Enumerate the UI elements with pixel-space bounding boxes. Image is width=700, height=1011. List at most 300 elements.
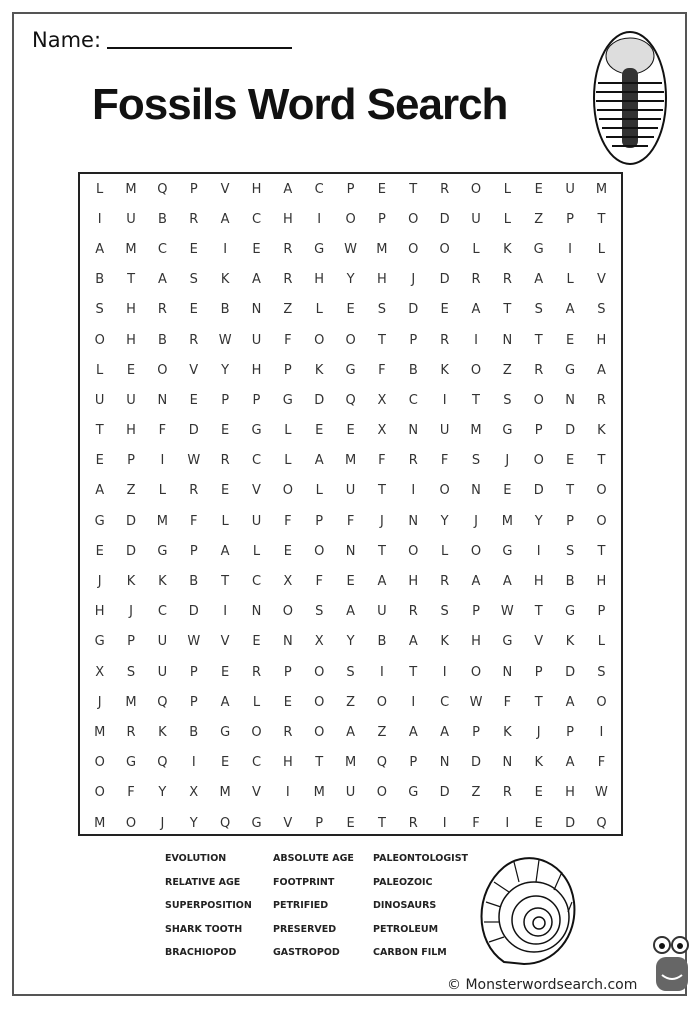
grid-letter[interactable]: O — [408, 241, 419, 257]
grid-letter[interactable]: O — [94, 755, 105, 771]
grid-letter[interactable]: T — [534, 694, 543, 710]
grid-letter[interactable]: I — [317, 211, 322, 227]
grid-letter[interactable]: O — [470, 664, 482, 680]
grid-letter[interactable]: L — [252, 694, 261, 710]
grid-letter[interactable]: F — [190, 513, 198, 529]
grid-letter[interactable]: E — [346, 423, 355, 439]
grid-letter[interactable]: S — [565, 543, 575, 559]
grid-letter[interactable]: A — [220, 211, 230, 227]
grid-letter[interactable]: G — [94, 634, 105, 650]
grid-letter[interactable]: Z — [126, 483, 136, 499]
grid-letter[interactable]: H — [126, 423, 136, 439]
grid-letter[interactable]: P — [566, 211, 574, 227]
grid-letter[interactable]: F — [284, 332, 292, 348]
grid-letter[interactable]: P — [189, 694, 198, 710]
grid-letter[interactable]: Z — [471, 785, 481, 801]
grid-letter[interactable]: A — [565, 302, 575, 318]
grid-letter[interactable]: R — [502, 272, 512, 288]
grid-letter[interactable]: G — [314, 241, 325, 257]
grid-letter[interactable]: R — [534, 362, 544, 378]
grid-letter[interactable]: T — [409, 181, 418, 197]
grid-letter[interactable]: H — [596, 574, 607, 590]
grid-letter[interactable]: K — [158, 724, 167, 740]
grid-letter[interactable]: P — [189, 181, 198, 197]
grid-letter[interactable]: T — [534, 604, 543, 620]
grid-letter[interactable]: F — [346, 513, 355, 529]
grid-letter[interactable]: E — [283, 543, 292, 559]
grid-letter[interactable]: E — [503, 483, 512, 499]
grid-letter[interactable]: U — [126, 211, 136, 227]
grid-letter[interactable]: Q — [220, 815, 231, 831]
grid-letter[interactable]: F — [597, 755, 606, 771]
grid-letter[interactable]: C — [251, 211, 262, 227]
grid-letter[interactable]: G — [282, 392, 293, 408]
grid-letter[interactable]: N — [408, 423, 419, 439]
grid-letter[interactable]: K — [597, 423, 606, 439]
grid-letter[interactable]: Q — [376, 755, 388, 771]
grid-letter[interactable]: O — [533, 392, 544, 408]
grid-letter[interactable]: O — [282, 483, 293, 499]
grid-letter[interactable]: V — [252, 483, 261, 499]
grid-letter[interactable]: T — [377, 543, 386, 559]
grid-letter[interactable]: K — [314, 362, 324, 378]
grid-letter[interactable]: N — [251, 604, 262, 620]
grid-letter[interactable]: G — [533, 241, 544, 257]
grid-letter[interactable]: E — [377, 181, 387, 197]
grid-letter[interactable]: M — [376, 241, 388, 257]
grid-letter[interactable]: R — [471, 272, 481, 288]
grid-letter[interactable]: L — [597, 634, 606, 650]
grid-letter[interactable]: M — [344, 453, 357, 469]
grid-letter[interactable]: V — [596, 272, 606, 288]
name-field[interactable] — [32, 28, 292, 52]
grid-letter[interactable]: A — [220, 694, 230, 710]
grid-letter[interactable]: R — [251, 664, 261, 680]
grid-letter[interactable]: A — [471, 302, 481, 318]
grid-letter[interactable]: N — [565, 392, 575, 408]
grid-letter[interactable]: E — [189, 392, 198, 408]
grid-letter[interactable]: O — [470, 362, 482, 378]
grid-letter[interactable]: T — [503, 302, 512, 318]
grid-letter[interactable]: K — [503, 724, 512, 740]
grid-letter[interactable]: L — [597, 241, 606, 257]
grid-letter[interactable]: X — [283, 574, 293, 590]
grid-letter[interactable]: A — [565, 694, 575, 710]
grid-letter[interactable]: O — [314, 543, 325, 559]
grid-letter[interactable]: N — [471, 483, 481, 499]
grid-letter[interactable]: B — [408, 362, 418, 378]
grid-letter[interactable]: M — [94, 815, 106, 831]
grid-letter[interactable]: R — [189, 483, 199, 499]
grid-letter[interactable]: J — [129, 604, 133, 620]
grid-letter[interactable]: P — [597, 604, 606, 620]
grid-letter[interactable]: J — [97, 574, 102, 590]
grid-letter[interactable]: X — [95, 664, 105, 680]
grid-letter[interactable]: B — [565, 574, 575, 590]
grid-letter[interactable]: H — [377, 272, 387, 288]
grid-letter[interactable]: K — [440, 634, 449, 650]
grid-letter[interactable]: K — [503, 241, 512, 257]
grid-letter[interactable]: E — [252, 241, 261, 257]
grid-letter[interactable]: D — [126, 543, 137, 559]
grid-letter[interactable]: O — [408, 211, 419, 227]
grid-letter[interactable]: L — [221, 513, 229, 529]
grid-letter[interactable]: E — [346, 815, 355, 831]
grid-letter[interactable]: T — [315, 755, 324, 771]
grid-letter[interactable]: T — [597, 453, 606, 469]
grid-letter[interactable]: O — [251, 724, 262, 740]
grid-letter[interactable]: O — [282, 604, 293, 620]
grid-letter[interactable]: G — [345, 362, 356, 378]
grid-letter[interactable]: P — [283, 664, 292, 680]
grid-letter[interactable]: S — [503, 392, 512, 408]
grid-letter[interactable]: W — [187, 453, 201, 469]
grid-letter[interactable]: D — [565, 815, 576, 831]
grid-letter[interactable]: M — [125, 694, 137, 710]
grid-letter[interactable]: E — [221, 664, 230, 680]
grid-letter[interactable]: M — [156, 513, 168, 529]
grid-letter[interactable]: X — [189, 785, 199, 801]
grid-letter[interactable]: E — [221, 483, 230, 499]
grid-letter[interactable]: I — [599, 724, 604, 740]
grid-letter[interactable]: N — [282, 634, 293, 650]
grid-letter[interactable]: O — [314, 694, 325, 710]
grid-letter[interactable]: M — [94, 724, 106, 740]
grid-letter[interactable]: C — [251, 755, 262, 771]
grid-letter[interactable]: D — [408, 302, 419, 318]
grid-letter[interactable]: E — [440, 302, 449, 318]
grid-letter[interactable]: F — [503, 694, 512, 710]
grid-letter[interactable]: U — [345, 785, 356, 801]
grid-letter[interactable]: A — [377, 574, 387, 590]
grid-letter[interactable]: M — [219, 785, 231, 801]
grid-letter[interactable]: Y — [440, 513, 449, 529]
grid-letter[interactable]: F — [127, 785, 135, 801]
grid-letter[interactable]: O — [125, 815, 137, 831]
grid-letter[interactable]: S — [597, 664, 606, 680]
grid-letter[interactable]: O — [345, 211, 356, 227]
grid-letter[interactable]: N — [408, 513, 419, 529]
grid-letter[interactable]: N — [439, 755, 450, 771]
grid-letter[interactable]: H — [282, 755, 293, 771]
grid-letter[interactable]: H — [596, 332, 607, 348]
grid-letter[interactable]: O — [596, 694, 607, 710]
grid-letter[interactable]: D — [533, 483, 544, 499]
grid-letter[interactable]: F — [440, 453, 449, 469]
grid-letter[interactable]: S — [126, 664, 136, 680]
grid-letter[interactable]: H — [282, 211, 293, 227]
grid-letter[interactable]: G — [408, 785, 419, 801]
grid-letter[interactable]: O — [94, 785, 105, 801]
grid-letter[interactable]: Z — [346, 694, 355, 710]
grid-letter[interactable]: Q — [157, 181, 168, 197]
grid-letter[interactable]: V — [534, 634, 544, 650]
grid-letter[interactable]: F — [378, 362, 386, 378]
grid-letter[interactable]: E — [315, 423, 324, 439]
grid-letter[interactable]: P — [534, 664, 543, 680]
grid-letter[interactable]: E — [283, 694, 292, 710]
grid-letter[interactable]: W — [344, 241, 357, 257]
grid-letter[interactable]: P — [377, 211, 386, 227]
name-line[interactable] — [107, 47, 292, 49]
grid-letter[interactable]: P — [534, 423, 543, 439]
grid-letter[interactable]: T — [597, 211, 606, 227]
grid-letter[interactable]: J — [505, 453, 510, 469]
grid-letter[interactable]: U — [251, 513, 262, 529]
grid-letter[interactable]: E — [534, 815, 543, 831]
grid-letter[interactable]: E — [252, 634, 261, 650]
grid-letter[interactable]: L — [503, 211, 511, 227]
grid-letter[interactable]: Q — [157, 755, 168, 771]
grid-letter[interactable]: A — [346, 604, 355, 620]
grid-letter[interactable]: G — [251, 815, 262, 831]
grid-letter[interactable]: S — [534, 302, 543, 318]
grid-letter[interactable]: L — [315, 483, 323, 499]
grid-letter[interactable]: B — [220, 302, 230, 318]
grid-letter[interactable]: I — [411, 694, 416, 710]
grid-letter[interactable]: I — [379, 664, 384, 680]
grid-letter[interactable]: H — [565, 785, 575, 801]
grid-letter[interactable]: F — [472, 815, 480, 831]
grid-letter[interactable]: I — [223, 604, 228, 620]
grid-letter[interactable]: L — [96, 362, 104, 378]
grid-letter[interactable]: R — [283, 241, 293, 257]
grid-letter[interactable]: Y — [346, 634, 355, 650]
grid-letter[interactable]: D — [126, 513, 137, 529]
grid-letter[interactable]: J — [379, 513, 384, 529]
grid-letter[interactable]: S — [189, 272, 198, 288]
grid-letter[interactable]: Z — [502, 362, 512, 378]
grid-letter[interactable]: A — [471, 574, 481, 590]
grid-letter[interactable]: T — [221, 574, 230, 590]
grid-letter[interactable]: Y — [158, 785, 167, 801]
grid-letter[interactable]: U — [94, 392, 105, 408]
grid-letter[interactable]: P — [283, 362, 292, 378]
grid-letter[interactable]: G — [565, 362, 576, 378]
grid-letter[interactable]: G — [502, 543, 513, 559]
grid-letter[interactable]: A — [95, 483, 105, 499]
grid-letter[interactable]: H — [314, 272, 325, 288]
grid-letter[interactable]: T — [409, 664, 418, 680]
grid-letter[interactable]: R — [283, 272, 293, 288]
grid-letter[interactable]: B — [377, 634, 387, 650]
grid-letter[interactable]: W — [187, 634, 201, 650]
grid-letter[interactable]: K — [220, 272, 230, 288]
grid-letter[interactable]: N — [502, 755, 513, 771]
grid-letter[interactable]: D — [439, 272, 450, 288]
grid-letter[interactable]: W — [218, 332, 232, 348]
grid-letter[interactable]: M — [470, 423, 482, 439]
grid-letter[interactable]: P — [189, 664, 198, 680]
grid-letter[interactable]: A — [220, 543, 230, 559]
grid-letter[interactable]: Y — [221, 362, 230, 378]
grid-letter[interactable]: O — [439, 241, 450, 257]
grid-letter[interactable]: H — [533, 574, 544, 590]
grid-letter[interactable]: E — [189, 302, 198, 318]
grid-letter[interactable]: D — [439, 785, 450, 801]
grid-letter[interactable]: M — [125, 181, 137, 197]
grid-letter[interactable]: I — [505, 815, 510, 831]
grid-letter[interactable]: V — [252, 785, 261, 801]
grid-letter[interactable]: L — [284, 453, 292, 469]
grid-letter[interactable]: L — [315, 302, 323, 318]
grid-letter[interactable]: U — [251, 332, 262, 348]
grid-letter[interactable]: E — [95, 543, 104, 559]
grid-letter[interactable]: G — [94, 513, 105, 529]
grid-letter[interactable]: A — [534, 272, 544, 288]
grid-letter[interactable]: E — [534, 181, 543, 197]
grid-letter[interactable]: Q — [345, 392, 356, 408]
grid-letter[interactable]: A — [346, 724, 355, 740]
grid-letter[interactable]: F — [315, 574, 323, 590]
grid-letter[interactable]: D — [565, 423, 576, 439]
grid-letter[interactable]: K — [158, 574, 167, 590]
grid-letter[interactable]: R — [440, 574, 450, 590]
grid-letter[interactable]: Q — [157, 694, 168, 710]
grid-letter[interactable]: O — [376, 694, 388, 710]
grid-letter[interactable]: O — [314, 664, 325, 680]
grid-letter[interactable]: J — [474, 513, 478, 529]
grid-letter[interactable]: F — [284, 513, 292, 529]
grid-letter[interactable]: E — [189, 241, 198, 257]
grid-letter[interactable]: A — [502, 574, 512, 590]
grid-letter[interactable]: Y — [534, 513, 543, 529]
grid-letter[interactable]: R — [408, 604, 418, 620]
grid-letter[interactable]: R — [440, 181, 450, 197]
grid-letter[interactable]: C — [314, 181, 324, 197]
grid-letter[interactable]: F — [158, 423, 167, 439]
grid-letter[interactable]: P — [221, 392, 230, 408]
grid-letter[interactable]: A — [157, 272, 167, 288]
grid-letter[interactable]: R — [502, 785, 512, 801]
grid-letter[interactable]: A — [252, 272, 261, 288]
grid-letter[interactable]: S — [346, 664, 355, 680]
grid-letter[interactable]: A — [95, 241, 105, 257]
grid-letter[interactable]: P — [127, 634, 135, 650]
grid-letter[interactable]: I — [160, 453, 165, 469]
grid-letter[interactable]: U — [157, 664, 168, 680]
grid-letter[interactable]: I — [411, 483, 416, 499]
grid-letter[interactable]: L — [503, 181, 511, 197]
grid-letter[interactable]: O — [345, 332, 356, 348]
grid-letter[interactable]: G — [126, 755, 137, 771]
grid-letter[interactable]: D — [565, 664, 576, 680]
grid-letter[interactable]: P — [127, 453, 135, 469]
grid-letter[interactable]: T — [377, 332, 386, 348]
grid-letter[interactable]: X — [314, 634, 324, 650]
grid-letter[interactable]: E — [95, 453, 104, 469]
grid-letter[interactable]: B — [157, 332, 167, 348]
grid-letter[interactable]: O — [94, 332, 105, 348]
grid-letter[interactable]: D — [470, 755, 481, 771]
grid-letter[interactable]: V — [220, 181, 230, 197]
grid-letter[interactable]: S — [377, 302, 387, 318]
grid-letter[interactable]: P — [472, 724, 480, 740]
grid-letter[interactable]: O — [314, 724, 325, 740]
grid-letter[interactable]: R — [220, 453, 230, 469]
grid-letter[interactable]: M — [344, 755, 357, 771]
grid-letter[interactable]: A — [283, 181, 293, 197]
grid-letter[interactable]: P — [315, 513, 324, 529]
grid-letter[interactable]: D — [314, 392, 325, 408]
grid-letter[interactable]: J — [536, 724, 541, 740]
grid-letter[interactable]: A — [408, 634, 418, 650]
grid-letter[interactable]: J — [411, 272, 416, 288]
grid-letter[interactable]: W — [500, 604, 514, 620]
grid-letter[interactable]: V — [189, 362, 199, 378]
grid-letter[interactable]: O — [470, 543, 482, 559]
grid-letter[interactable]: Z — [534, 211, 544, 227]
grid-letter[interactable]: Y — [346, 272, 355, 288]
grid-letter[interactable]: T — [472, 392, 480, 408]
grid-letter[interactable]: N — [251, 302, 262, 318]
grid-letter[interactable]: R — [440, 332, 450, 348]
grid-letter[interactable]: D — [188, 423, 199, 439]
grid-letter[interactable]: N — [502, 664, 513, 680]
grid-letter[interactable]: I — [536, 543, 541, 559]
grid-letter[interactable]: M — [595, 181, 608, 197]
grid-letter[interactable]: U — [157, 634, 168, 650]
grid-letter[interactable]: O — [596, 513, 607, 529]
grid-letter[interactable]: K — [440, 362, 449, 378]
grid-letter[interactable]: I — [568, 241, 572, 257]
grid-letter[interactable]: T — [597, 543, 606, 559]
grid-letter[interactable]: O — [376, 785, 388, 801]
grid-letter[interactable]: S — [597, 302, 606, 318]
grid-letter[interactable]: X — [377, 392, 387, 408]
grid-letter[interactable]: U — [565, 181, 575, 197]
grid-letter[interactable]: I — [285, 785, 290, 801]
grid-letter[interactable]: C — [408, 392, 418, 408]
grid-letter[interactable]: A — [596, 362, 606, 378]
grid-letter[interactable]: H — [126, 302, 136, 318]
grid-letter[interactable]: I — [442, 392, 447, 408]
word-search-grid[interactable] — [78, 172, 623, 836]
grid-letter[interactable]: P — [472, 604, 480, 620]
grid-letter[interactable]: U — [126, 392, 136, 408]
grid-letter[interactable]: R — [157, 302, 167, 318]
grid-letter[interactable]: P — [566, 513, 574, 529]
grid-letter[interactable]: L — [441, 543, 449, 559]
grid-letter[interactable]: E — [126, 362, 136, 378]
grid-letter[interactable]: I — [223, 241, 228, 257]
grid-letter[interactable]: P — [409, 332, 418, 348]
grid-letter[interactable]: O — [314, 332, 325, 348]
grid-letter[interactable]: U — [345, 483, 356, 499]
grid-letter[interactable]: T — [566, 483, 575, 499]
grid-letter[interactable]: O — [439, 483, 450, 499]
grid-letter[interactable]: O — [470, 181, 482, 197]
grid-letter[interactable]: L — [566, 272, 574, 288]
grid-letter[interactable]: U — [471, 211, 481, 227]
grid-letter[interactable]: O — [408, 543, 419, 559]
grid-letter[interactable]: R — [189, 211, 199, 227]
grid-letter[interactable]: O — [157, 362, 168, 378]
grid-letter[interactable]: S — [440, 604, 449, 620]
grid-letter[interactable]: U — [439, 423, 450, 439]
grid-letter[interactable]: N — [345, 543, 356, 559]
grid-letter[interactable]: B — [189, 724, 199, 740]
grid-letter[interactable]: G — [502, 634, 513, 650]
grid-letter[interactable]: B — [95, 272, 105, 288]
grid-letter[interactable]: P — [346, 181, 355, 197]
grid-letter[interactable]: J — [160, 815, 165, 831]
grid-letter[interactable]: B — [157, 211, 167, 227]
grid-letter[interactable]: R — [408, 453, 418, 469]
grid-letter[interactable]: N — [157, 392, 168, 408]
grid-letter[interactable]: O — [533, 453, 544, 469]
grid-letter[interactable]: E — [221, 755, 230, 771]
